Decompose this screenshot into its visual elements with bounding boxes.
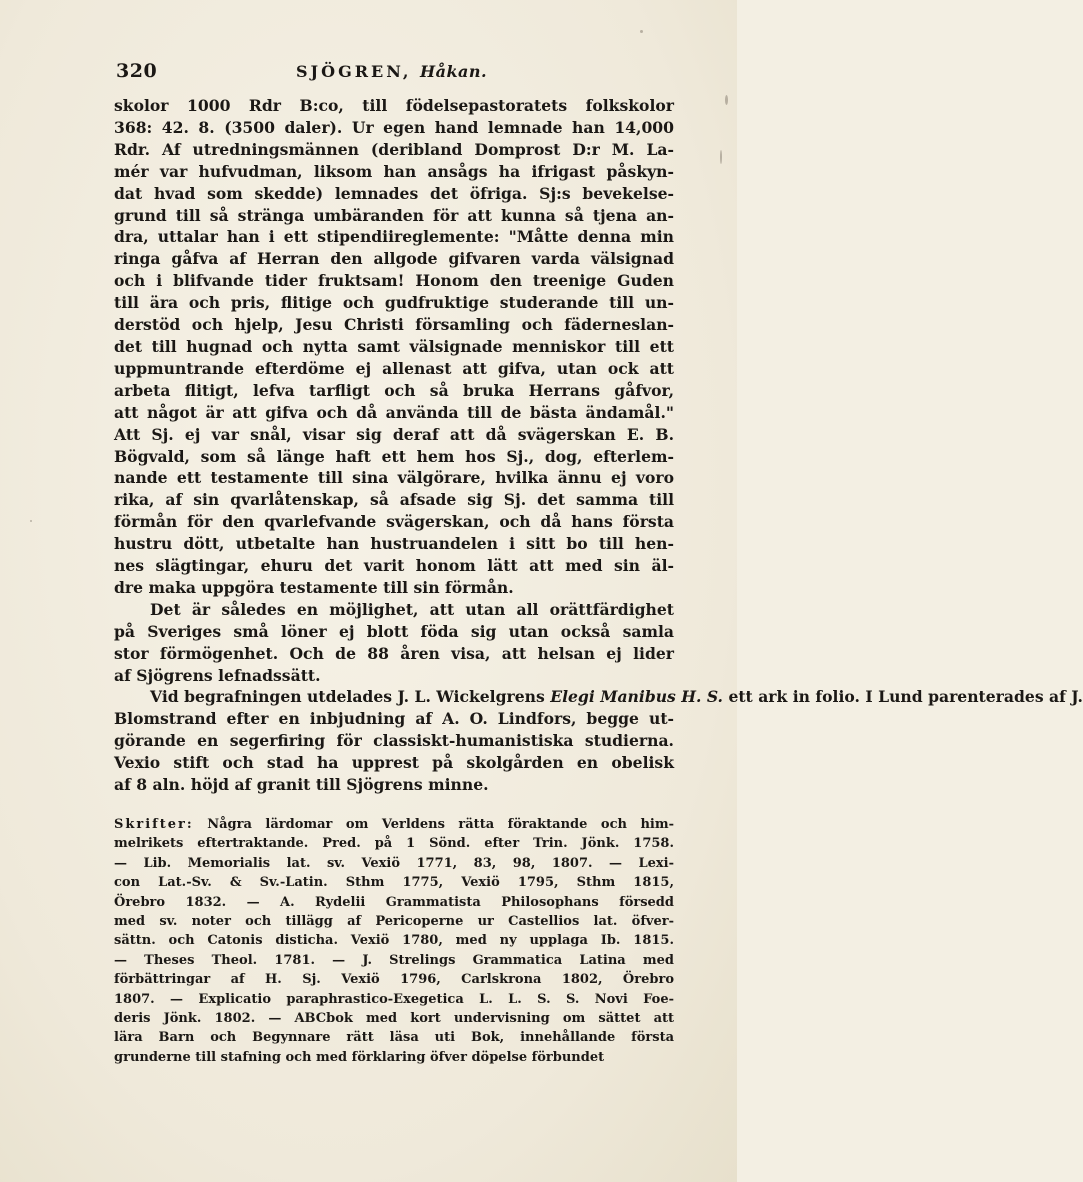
paragraph-first-line bbox=[114, 686, 1083, 708]
text-line: nes slägtingar, ehuru det varit honom lätt att med sin äl- bbox=[114, 556, 674, 576]
text-line: det till hugnad och nytta samt välsignade menniskor till ett bbox=[114, 336, 674, 356]
text-line: till ära och pris, flitige och gudfruktige studerande till un- bbox=[114, 293, 674, 313]
bibliography-line: Örebro 1832. — A. Rydelii Grammatista Philosophans försedd bbox=[114, 894, 674, 910]
text-line: Att Sj. ej var snål, visar sig deraf att då svägerskan E. B. bbox=[114, 424, 674, 444]
text-line: mér var hufvudman, liksom han ansågs ha ifrigast påskyn- bbox=[114, 161, 674, 181]
bibliography-line: — Lib. Memorialis lat. sv. Vexiö 1771, 83, 98, 1807. — Lexi- bbox=[114, 855, 674, 871]
bibliography-line: con Lat.-Sv. & Sv.-Latin. Sthm 1775, Vexiö 1795, Sthm 1815, bbox=[114, 875, 674, 891]
running-head-given-name: Håkan. bbox=[419, 62, 488, 81]
bibliography-label: Skrifter: bbox=[114, 817, 194, 832]
text-line: görande en segerfiring för classiskt-humanistiska studierna. bbox=[114, 731, 674, 751]
text-line: uppmuntrande efterdöme ej allenast att gifva, utan ock att bbox=[114, 358, 674, 378]
text-line: hustru dött, utbetalte han hustruandelen i sitt bo till hen- bbox=[114, 534, 674, 554]
bibliography-line: förbättringar af H. Sj. Vexiö 1796, Carlskrona 1802, Örebro bbox=[114, 972, 674, 988]
text-line: derstöd och hjelp, Jesu Christi församling och fäderneslan- bbox=[114, 315, 674, 335]
paper-speck bbox=[640, 30, 643, 33]
bibliography-line: melrikets eftertraktande. Pred. på 1 Sönd. efter Trin. Jönk. 1758. bbox=[114, 836, 674, 852]
text-line: af 8 aln. höjd af granit till Sjögrens minne. bbox=[114, 775, 489, 795]
text-run: Några lärdomar om Verldens rätta föraktande och him- bbox=[207, 817, 674, 832]
bibliography-line: — Theses Theol. 1781. — J. Strelings Grammatica Latina med bbox=[114, 952, 674, 968]
text-line: Bögvald, som så länge haft ett hem hos Sj., dog, efterlem- bbox=[114, 446, 674, 466]
text-line: att något är att gifva och då använda till de bästa ändamål." bbox=[114, 402, 674, 422]
page-number: 320 bbox=[116, 60, 158, 82]
text-run: ett ark in folio. I Lund parenterades af J. bbox=[728, 687, 1083, 707]
bibliography-line: grunderne till stafning och med förklaring öfver döpelse förbundet bbox=[114, 1049, 605, 1065]
running-head-surname: SJÖGREN bbox=[296, 62, 403, 81]
bibliography-line: deris Jönk. 1802. — ABCbok med kort undervisning om sättet att bbox=[114, 1011, 674, 1027]
paper-speck bbox=[720, 150, 722, 164]
running-head: SJÖGREN, Håkan. bbox=[296, 62, 488, 81]
body-text bbox=[114, 95, 1083, 796]
bibliography-line: sättn. och Catonis disticha. Vexiö 1780, med ny upplaga Ib. 1815. bbox=[114, 933, 674, 949]
text-line: Rdr. Af utredningsmännen (deribland Domprost D:r M. La- bbox=[114, 139, 674, 159]
text-line: stor förmögenhet. Och de 88 åren visa, att helsan ej lider bbox=[114, 643, 674, 663]
text-line: grund till så stränga umbäranden för att kunna så tjena an- bbox=[114, 205, 674, 225]
bibliography-line: lära Barn och Begynnare rätt läsa uti Bok, innehållande första bbox=[114, 1030, 674, 1046]
text-line: Vexio stift och stad ha upprest på skolgården en obelisk bbox=[114, 753, 674, 773]
text-line: Blomstrand efter en inbjudning af A. O. Lindfors, begge ut- bbox=[114, 709, 674, 729]
text-line: ringa gåfva af Herran den allgode gifvaren varda välsignad bbox=[114, 249, 674, 269]
text-line: nande ett testamente till sina välgörare, hvilka ännu ej voro bbox=[114, 468, 674, 488]
text-line: rika, af sin qvarlåtenskap, så afsade sig Sj. det samma till bbox=[114, 490, 674, 510]
text-line: förmån för den qvarlefvande svägerskan, och då hans första bbox=[114, 512, 674, 532]
italic-title: Elegi Manibus H. S. bbox=[550, 687, 723, 707]
paragraph-first-line: Det är således en möjlighet, att utan all orättfärdighet bbox=[150, 599, 674, 619]
bibliography bbox=[114, 815, 674, 1067]
text-line: arbeta flitigt, lefva tarfligt och så bruka Herrans gåfvor, bbox=[114, 380, 674, 400]
page-header bbox=[116, 60, 672, 86]
text-line: på Sveriges små löner ej blott föda sig utan också samla bbox=[114, 621, 674, 641]
text-run: Vid begrafningen utdelades J. L. Wickelgrens bbox=[150, 687, 545, 707]
text-line: dra, uttalar han i ett stipendiireglemente: "Måtte denna min bbox=[114, 227, 674, 247]
text-line: dat hvad som skedde) lemnades det öfriga. Sj:s bevekelse- bbox=[114, 183, 674, 203]
text-line: och i blifvande tider fruktsam! Honom den treenige Guden bbox=[114, 271, 674, 291]
paper-speck bbox=[30, 520, 32, 522]
paper-speck bbox=[725, 95, 728, 105]
bibliography-line: 1807. — Explicatio paraphrastico-Exegetica L. L. S. S. Novi Foe- bbox=[114, 991, 674, 1007]
bibliography-line bbox=[114, 815, 674, 834]
text-line: af Sjögrens lefnadssätt. bbox=[114, 665, 321, 685]
text-line: 368: 42. 8. (3500 daler). Ur egen hand lemnade han 14,000 bbox=[114, 117, 674, 137]
text-line: skolor 1000 Rdr B:co, till födelsepastoratets folkskolor bbox=[114, 96, 674, 115]
text-line: dre maka uppgöra testamente till sin förmån. bbox=[114, 577, 514, 597]
bibliography-line: med sv. noter och tillägg af Pericoperne ur Castellios lat. öfver- bbox=[114, 914, 674, 930]
